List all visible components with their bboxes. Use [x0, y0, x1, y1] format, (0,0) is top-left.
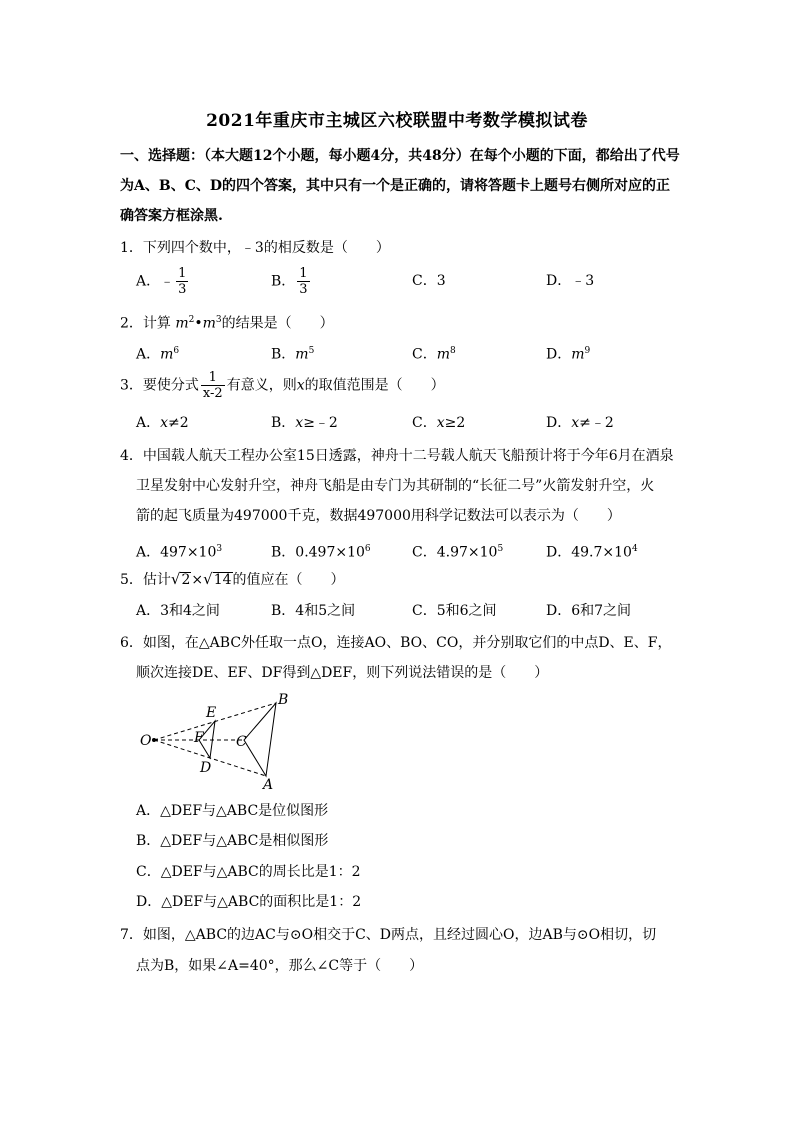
fraction — [176, 266, 188, 297]
var-x: x — [295, 415, 304, 431]
denominator: 3 — [178, 282, 187, 297]
var-x: x — [436, 415, 445, 431]
q4-option-c[interactable] — [412, 534, 503, 568]
sqrt-sign: √ — [203, 570, 213, 588]
option-label: D． — [546, 346, 572, 363]
q5-option-c[interactable]: C．5和6之间 — [412, 603, 497, 619]
option-text: B．0.497×10 — [271, 544, 365, 561]
var-x: x — [571, 415, 580, 431]
option-label: C． — [412, 415, 437, 431]
section-heading: 一、选择题：（本大题12个小题，每小题4分，共48分）在每个小题的下面，都给出了代号为A、B、C、D的四个答案，其中只有一个是正确的，请将答题卡上题号右侧所对应的正确答案方框涂黑. — [120, 148, 680, 224]
var-m: m — [295, 346, 309, 363]
fraction — [201, 370, 225, 401]
denominator: 3 — [299, 282, 308, 297]
q2-suffix: 的结果是（ ） — [221, 315, 334, 332]
q6-option-c[interactable]: C．△DEF与△ABC的周长比是1：2 — [136, 864, 361, 880]
option-label: C． — [412, 346, 437, 363]
option-text: C．4.97×10 — [412, 544, 498, 561]
q3-option-d[interactable] — [546, 408, 614, 438]
var-m: m — [436, 346, 450, 363]
option-label: A． — [136, 346, 161, 363]
question-4-line-2: 卫星发射中心发射升空，神舟飞船是由专门为其研制的“长征二号”火箭发射升空，火 — [136, 478, 655, 494]
q1-option-b-prefix: B． — [271, 273, 296, 290]
label-B: B — [278, 692, 289, 708]
q5-option-b[interactable]: B．4和5之间 — [271, 603, 356, 619]
question-5-options — [136, 596, 696, 626]
label-E: E — [206, 705, 217, 721]
question-4-line-3: 箭的起飞质量为497000千克，数据497000用科学记数法可以表示为（ ） — [136, 508, 621, 524]
sqrt-sign: √ — [170, 570, 181, 588]
option-label: A． — [136, 415, 161, 431]
question-3-stem — [120, 370, 690, 401]
q3-suffix: 的取值范围是（ ） — [304, 377, 445, 394]
option-value: ≥2 — [444, 415, 466, 431]
exponent: 9 — [584, 346, 591, 356]
question-4-options — [136, 534, 696, 564]
question-7-line-1: 7．如图，△ABC的边AC与⊙O相交于C、D两点，且经过圆心O，边AB与⊙O相切，切 — [120, 927, 657, 943]
radicand: 14 — [213, 572, 232, 588]
label-C: C — [236, 734, 247, 750]
q2-option-c[interactable] — [412, 336, 456, 370]
numerator: 1 — [178, 266, 187, 281]
label-F: F — [194, 730, 204, 746]
q6-option-d[interactable]: D．△DEF与△ABC的面积比是1：2 — [136, 894, 362, 910]
var-m: m — [160, 346, 174, 363]
q5-option-a[interactable]: A．3和4之间 — [136, 603, 220, 619]
exponent: 4 — [631, 544, 638, 554]
times: × — [191, 572, 204, 588]
label-O: O — [140, 733, 152, 749]
exponent: 8 — [450, 346, 456, 356]
option-text: D．49.7×10 — [546, 544, 632, 561]
triangle-ABC — [244, 703, 276, 776]
question-1-options — [136, 266, 696, 296]
var-m: m — [202, 315, 216, 332]
q2-option-a[interactable] — [136, 336, 179, 370]
question-4-line-1: 4．中国载人航天工程办公室15日透露，神舟十二号载人航天飞船预计将于今年6月在酒泉 — [120, 448, 674, 464]
denominator: x-2 — [202, 386, 223, 401]
q4-option-d[interactable] — [546, 534, 638, 568]
exponent: 6 — [364, 544, 371, 554]
q3-prefix: 3．要使分式 — [120, 377, 199, 394]
exponent: 6 — [173, 346, 180, 356]
question-3-options — [136, 408, 696, 438]
option-label: D． — [546, 415, 572, 431]
q3-option-a[interactable] — [136, 408, 189, 438]
option-value: ≠﹣2 — [579, 415, 614, 431]
exponent: 3 — [216, 544, 223, 554]
page-title: 2021年重庆市主城区六校联盟中考数学模拟试卷 — [206, 111, 588, 131]
q1-option-a[interactable] — [136, 266, 190, 297]
question-6-figure — [136, 690, 296, 790]
option-value: ≠2 — [168, 415, 189, 431]
q6-option-a[interactable]: A．△DEF与△ABC是位似图形 — [136, 803, 329, 819]
point-O — [152, 738, 156, 742]
q2-option-d[interactable] — [546, 336, 590, 370]
var-x: x — [160, 415, 169, 431]
question-7-line-2: 点为B，如果∠A=40°，那么∠C等于（ ） — [136, 958, 424, 974]
exponent: 2 — [188, 315, 195, 325]
fraction — [297, 266, 309, 297]
q3-option-c[interactable] — [412, 408, 465, 438]
option-label: B． — [271, 415, 296, 431]
option-label: B． — [271, 346, 296, 363]
q3-option-b[interactable] — [271, 408, 338, 438]
dot: • — [194, 315, 203, 332]
label-A: A — [263, 777, 274, 790]
question-6-line-2: 顺次连接DE、EF、DF得到△DEF，则下列说法错误的是（ ） — [136, 665, 549, 681]
q5-prefix: 5．估计 — [120, 572, 171, 588]
q1-option-a-prefix: A．﹣ — [136, 273, 175, 290]
label-D: D — [200, 760, 212, 776]
exponent: 3 — [215, 315, 222, 325]
var-x: x — [296, 377, 305, 394]
exponent: 5 — [308, 346, 315, 356]
numerator: 1 — [299, 266, 308, 281]
question-1-stem: 1．下列四个数中，﹣3的相反数是（ ） — [120, 240, 390, 256]
q6-option-b[interactable]: B．△DEF与△ABC是相似图形 — [136, 833, 329, 849]
var-m: m — [571, 346, 585, 363]
q1-option-c[interactable]: C．3 — [412, 273, 446, 289]
question-2-stem — [120, 305, 690, 339]
q3-middle: 有意义，则 — [226, 377, 297, 394]
q5-option-d[interactable]: D．6和7之间 — [546, 603, 632, 619]
q2-option-b[interactable] — [271, 336, 314, 370]
q1-option-b[interactable] — [271, 266, 312, 297]
q5-suffix: 的值应在（ ） — [232, 572, 345, 588]
numerator: 1 — [201, 370, 225, 386]
var-m: m — [175, 315, 189, 332]
q4-option-a[interactable] — [136, 534, 222, 568]
option-text: A．497×10 — [136, 544, 217, 561]
question-2-options — [136, 336, 696, 366]
q4-option-b[interactable] — [271, 534, 371, 568]
option-value: ≥﹣2 — [303, 415, 338, 431]
question-5-stem — [120, 564, 690, 595]
question-6-line-1: 6．如图，在△ABC外任取一点O，连接AO、BO、CO，并分别取它们的中点D、E、F， — [120, 635, 672, 651]
q2-prefix: 2．计算 — [120, 315, 176, 332]
radicand: 2 — [181, 572, 191, 588]
exponent: 5 — [497, 544, 504, 554]
q1-option-d[interactable]: D．﹣3 — [546, 273, 595, 289]
